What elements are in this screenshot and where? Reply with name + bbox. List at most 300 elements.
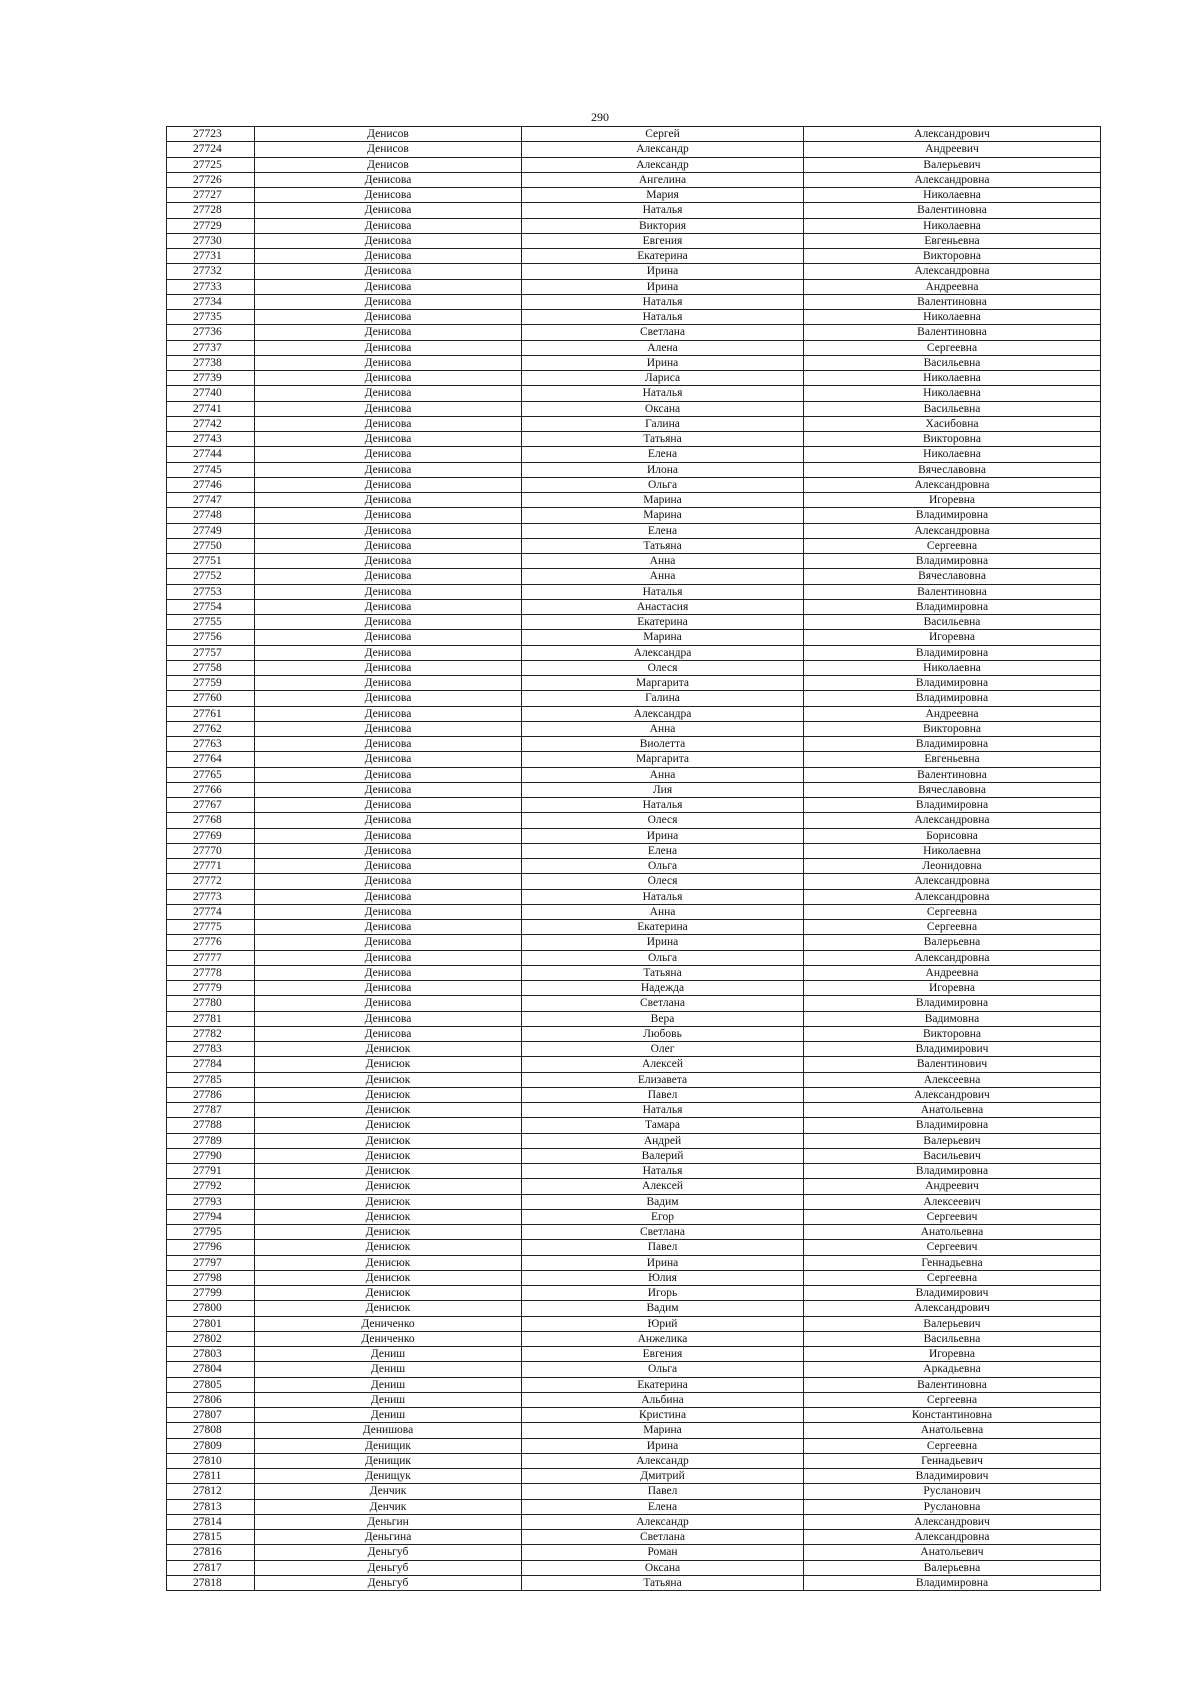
patronymic-cell: Хасибовна bbox=[804, 416, 1101, 431]
record-number-cell: 27805 bbox=[167, 1377, 255, 1392]
patronymic-cell: Сергеевна bbox=[804, 1270, 1101, 1285]
table-row bbox=[167, 1133, 1101, 1148]
surname-cell: Денисова bbox=[255, 889, 522, 904]
record-number-cell: 27783 bbox=[167, 1042, 255, 1057]
surname-cell: Деньгуб bbox=[255, 1575, 522, 1590]
patronymic-cell: Анатольевна bbox=[804, 1423, 1101, 1438]
surname-cell: Дениш bbox=[255, 1408, 522, 1423]
surname-cell: Денисова bbox=[255, 294, 522, 309]
first-name-cell: Ирина bbox=[522, 828, 804, 843]
table-row bbox=[167, 1270, 1101, 1285]
first-name-cell: Ирина bbox=[522, 1438, 804, 1453]
record-number-cell: 27785 bbox=[167, 1072, 255, 1087]
surname-cell: Денисюк bbox=[255, 1057, 522, 1072]
table-row bbox=[167, 249, 1101, 264]
first-name-cell: Александр bbox=[522, 142, 804, 157]
table-row bbox=[167, 157, 1101, 172]
record-number-cell: 27726 bbox=[167, 172, 255, 187]
first-name-cell: Лариса bbox=[522, 371, 804, 386]
table-row bbox=[167, 1164, 1101, 1179]
first-name-cell: Светлана bbox=[522, 1530, 804, 1545]
patronymic-cell: Алексеевич bbox=[804, 1194, 1101, 1209]
first-name-cell: Сергей bbox=[522, 127, 804, 142]
patronymic-cell: Игоревна bbox=[804, 630, 1101, 645]
patronymic-cell: Николаевна bbox=[804, 447, 1101, 462]
surname-cell: Денисова bbox=[255, 843, 522, 858]
surname-cell: Денисова bbox=[255, 249, 522, 264]
record-number-cell: 27744 bbox=[167, 447, 255, 462]
record-number-cell: 27734 bbox=[167, 294, 255, 309]
record-number-cell: 27806 bbox=[167, 1392, 255, 1407]
record-number-cell: 27730 bbox=[167, 233, 255, 248]
patronymic-cell: Сергеевна bbox=[804, 920, 1101, 935]
table-row bbox=[167, 1514, 1101, 1529]
patronymic-cell: Анатольевна bbox=[804, 1225, 1101, 1240]
table-row bbox=[167, 1530, 1101, 1545]
surname-cell: Дениченко bbox=[255, 1316, 522, 1331]
surname-cell: Денисюк bbox=[255, 1072, 522, 1087]
patronymic-cell: Геннадьевич bbox=[804, 1453, 1101, 1468]
record-number-cell: 27782 bbox=[167, 1026, 255, 1041]
patronymic-cell: Вячеславовна bbox=[804, 569, 1101, 584]
record-number-cell: 27723 bbox=[167, 127, 255, 142]
record-number-cell: 27733 bbox=[167, 279, 255, 294]
record-number-cell: 27725 bbox=[167, 157, 255, 172]
record-number-cell: 27808 bbox=[167, 1423, 255, 1438]
record-number-cell: 27793 bbox=[167, 1194, 255, 1209]
record-number-cell: 27794 bbox=[167, 1209, 255, 1224]
record-number-cell: 27788 bbox=[167, 1118, 255, 1133]
patronymic-cell: Александровна bbox=[804, 874, 1101, 889]
surname-cell: Денисова bbox=[255, 660, 522, 675]
record-number-cell: 27747 bbox=[167, 493, 255, 508]
table-row bbox=[167, 188, 1101, 203]
first-name-cell: Марина bbox=[522, 1423, 804, 1438]
first-name-cell: Елена bbox=[522, 1499, 804, 1514]
patronymic-cell: Константиновна bbox=[804, 1408, 1101, 1423]
first-name-cell: Ирина bbox=[522, 1255, 804, 1270]
first-name-cell: Наталья bbox=[522, 889, 804, 904]
surname-cell: Денисюк bbox=[255, 1118, 522, 1133]
record-number-cell: 27758 bbox=[167, 660, 255, 675]
table-row bbox=[167, 813, 1101, 828]
patronymic-cell: Александрович bbox=[804, 1087, 1101, 1102]
surname-cell: Денисова bbox=[255, 920, 522, 935]
first-name-cell: Евгения bbox=[522, 233, 804, 248]
first-name-cell: Наталья bbox=[522, 294, 804, 309]
patronymic-cell: Александрович bbox=[804, 127, 1101, 142]
table-row bbox=[167, 920, 1101, 935]
record-number-cell: 27796 bbox=[167, 1240, 255, 1255]
first-name-cell: Мария bbox=[522, 188, 804, 203]
patronymic-cell: Валентиновна bbox=[804, 1377, 1101, 1392]
table-row bbox=[167, 1392, 1101, 1407]
surname-cell: Денчик bbox=[255, 1484, 522, 1499]
first-name-cell: Ирина bbox=[522, 279, 804, 294]
patronymic-cell: Владимировна bbox=[804, 737, 1101, 752]
record-number-cell: 27728 bbox=[167, 203, 255, 218]
table-row bbox=[167, 965, 1101, 980]
patronymic-cell: Васильевна bbox=[804, 355, 1101, 370]
first-name-cell: Александра bbox=[522, 706, 804, 721]
table-row bbox=[167, 447, 1101, 462]
record-number-cell: 27770 bbox=[167, 843, 255, 858]
first-name-cell: Дмитрий bbox=[522, 1469, 804, 1484]
table-row bbox=[167, 1103, 1101, 1118]
patronymic-cell: Владимировна bbox=[804, 691, 1101, 706]
patronymic-cell: Валентиновна bbox=[804, 203, 1101, 218]
record-number-cell: 27810 bbox=[167, 1453, 255, 1468]
patronymic-cell: Алексеевна bbox=[804, 1072, 1101, 1087]
first-name-cell: Елена bbox=[522, 523, 804, 538]
surname-cell: Денисюк bbox=[255, 1133, 522, 1148]
table-row bbox=[167, 1194, 1101, 1209]
record-number-cell: 27738 bbox=[167, 355, 255, 370]
table-row bbox=[167, 294, 1101, 309]
table-row bbox=[167, 508, 1101, 523]
patronymic-cell: Владимировна bbox=[804, 1575, 1101, 1590]
first-name-cell: Оксана bbox=[522, 401, 804, 416]
record-number-cell: 27773 bbox=[167, 889, 255, 904]
table-row bbox=[167, 950, 1101, 965]
patronymic-cell: Николаевна bbox=[804, 218, 1101, 233]
surname-cell: Денисова bbox=[255, 935, 522, 950]
table-row bbox=[167, 935, 1101, 950]
record-number-cell: 27811 bbox=[167, 1469, 255, 1484]
record-number-cell: 27742 bbox=[167, 416, 255, 431]
table-row bbox=[167, 538, 1101, 553]
table-row bbox=[167, 1469, 1101, 1484]
record-number-cell: 27769 bbox=[167, 828, 255, 843]
table-row bbox=[167, 1545, 1101, 1560]
record-number-cell: 27818 bbox=[167, 1575, 255, 1590]
surname-cell: Дениш bbox=[255, 1362, 522, 1377]
record-number-cell: 27777 bbox=[167, 950, 255, 965]
surname-cell: Денисова bbox=[255, 828, 522, 843]
table-row bbox=[167, 767, 1101, 782]
patronymic-cell: Вячеславовна bbox=[804, 782, 1101, 797]
first-name-cell: Елена bbox=[522, 447, 804, 462]
surname-cell: Денисова bbox=[255, 599, 522, 614]
first-name-cell: Галина bbox=[522, 416, 804, 431]
patronymic-cell: Игоревна bbox=[804, 1347, 1101, 1362]
patronymic-cell: Геннадьевна bbox=[804, 1255, 1101, 1270]
table-row bbox=[167, 1118, 1101, 1133]
record-number-cell: 27735 bbox=[167, 310, 255, 325]
table-row bbox=[167, 1408, 1101, 1423]
surname-cell: Денисюк bbox=[255, 1225, 522, 1240]
surname-cell: Денищик bbox=[255, 1453, 522, 1468]
table-row bbox=[167, 1042, 1101, 1057]
table-row bbox=[167, 752, 1101, 767]
record-number-cell: 27761 bbox=[167, 706, 255, 721]
table-row bbox=[167, 1484, 1101, 1499]
surname-cell: Денисова bbox=[255, 371, 522, 386]
patronymic-cell: Владимировна bbox=[804, 1164, 1101, 1179]
first-name-cell: Ирина bbox=[522, 935, 804, 950]
first-name-cell: Екатерина bbox=[522, 249, 804, 264]
patronymic-cell: Александровна bbox=[804, 523, 1101, 538]
first-name-cell: Екатерина bbox=[522, 920, 804, 935]
first-name-cell: Алексей bbox=[522, 1179, 804, 1194]
surname-cell: Денисова bbox=[255, 493, 522, 508]
patronymic-cell: Владимировна bbox=[804, 645, 1101, 660]
surname-cell: Денисова bbox=[255, 1011, 522, 1026]
surname-cell: Денисова bbox=[255, 264, 522, 279]
patronymic-cell: Владимирович bbox=[804, 1042, 1101, 1057]
surname-cell: Дениш bbox=[255, 1392, 522, 1407]
table-row bbox=[167, 233, 1101, 248]
surname-cell: Денисова bbox=[255, 813, 522, 828]
surname-cell: Денисова bbox=[255, 782, 522, 797]
patronymic-cell: Владимировна bbox=[804, 508, 1101, 523]
first-name-cell: Анна bbox=[522, 904, 804, 919]
record-number-cell: 27737 bbox=[167, 340, 255, 355]
record-number-cell: 27753 bbox=[167, 584, 255, 599]
first-name-cell: Татьяна bbox=[522, 965, 804, 980]
first-name-cell: Елена bbox=[522, 843, 804, 858]
record-number-cell: 27817 bbox=[167, 1560, 255, 1575]
surname-cell: Денисова bbox=[255, 584, 522, 599]
table-row bbox=[167, 371, 1101, 386]
surname-cell: Денисова bbox=[255, 1026, 522, 1041]
surname-cell: Денищик bbox=[255, 1438, 522, 1453]
first-name-cell: Ольга bbox=[522, 950, 804, 965]
surname-cell: Денисюк bbox=[255, 1164, 522, 1179]
first-name-cell: Олеся bbox=[522, 874, 804, 889]
patronymic-cell: Викторовна bbox=[804, 432, 1101, 447]
surname-cell: Денисова bbox=[255, 401, 522, 416]
record-number-cell: 27781 bbox=[167, 1011, 255, 1026]
patronymic-cell: Викторовна bbox=[804, 721, 1101, 736]
table-row bbox=[167, 493, 1101, 508]
record-number-cell: 27774 bbox=[167, 904, 255, 919]
surname-cell: Денисова bbox=[255, 279, 522, 294]
table-row bbox=[167, 386, 1101, 401]
table-row bbox=[167, 462, 1101, 477]
record-number-cell: 27727 bbox=[167, 188, 255, 203]
patronymic-cell: Сергеевна bbox=[804, 904, 1101, 919]
surname-cell: Денисюк bbox=[255, 1240, 522, 1255]
record-number-cell: 27799 bbox=[167, 1286, 255, 1301]
first-name-cell: Юрий bbox=[522, 1316, 804, 1331]
patronymic-cell: Николаевна bbox=[804, 386, 1101, 401]
patronymic-cell: Александровна bbox=[804, 950, 1101, 965]
surname-cell: Денисова bbox=[255, 416, 522, 431]
surname-cell: Денисова bbox=[255, 218, 522, 233]
first-name-cell: Анна bbox=[522, 721, 804, 736]
patronymic-cell: Васильевна bbox=[804, 401, 1101, 416]
record-number-cell: 27807 bbox=[167, 1408, 255, 1423]
first-name-cell: Ольга bbox=[522, 859, 804, 874]
first-name-cell: Кристина bbox=[522, 1408, 804, 1423]
patronymic-cell: Анатольевич bbox=[804, 1545, 1101, 1560]
first-name-cell: Оксана bbox=[522, 1560, 804, 1575]
surname-cell: Денисова bbox=[255, 523, 522, 538]
record-number-cell: 27789 bbox=[167, 1133, 255, 1148]
table-row bbox=[167, 904, 1101, 919]
table-row bbox=[167, 172, 1101, 187]
record-number-cell: 27797 bbox=[167, 1255, 255, 1270]
table-row bbox=[167, 1423, 1101, 1438]
first-name-cell: Юлия bbox=[522, 1270, 804, 1285]
surname-cell: Денисова bbox=[255, 447, 522, 462]
surname-cell: Денишова bbox=[255, 1423, 522, 1438]
first-name-cell: Светлана bbox=[522, 1225, 804, 1240]
first-name-cell: Анна bbox=[522, 554, 804, 569]
surname-cell: Денисюк bbox=[255, 1103, 522, 1118]
record-number-cell: 27743 bbox=[167, 432, 255, 447]
first-name-cell: Анжелика bbox=[522, 1331, 804, 1346]
surname-cell: Денисюк bbox=[255, 1301, 522, 1316]
table-row bbox=[167, 142, 1101, 157]
first-name-cell: Елизавета bbox=[522, 1072, 804, 1087]
record-number-cell: 27790 bbox=[167, 1148, 255, 1163]
record-number-cell: 27771 bbox=[167, 859, 255, 874]
first-name-cell: Ирина bbox=[522, 355, 804, 370]
record-number-cell: 27762 bbox=[167, 721, 255, 736]
registry-table bbox=[166, 126, 1101, 1591]
patronymic-cell: Валентинович bbox=[804, 1057, 1101, 1072]
surname-cell: Денисов bbox=[255, 157, 522, 172]
record-number-cell: 27756 bbox=[167, 630, 255, 645]
first-name-cell: Ангелина bbox=[522, 172, 804, 187]
patronymic-cell: Вадимовна bbox=[804, 1011, 1101, 1026]
table-row bbox=[167, 584, 1101, 599]
patronymic-cell: Николаевна bbox=[804, 660, 1101, 675]
first-name-cell: Анастасия bbox=[522, 599, 804, 614]
table-row bbox=[167, 1011, 1101, 1026]
table-row bbox=[167, 1347, 1101, 1362]
patronymic-cell: Андреевна bbox=[804, 706, 1101, 721]
first-name-cell: Виолетта bbox=[522, 737, 804, 752]
record-number-cell: 27814 bbox=[167, 1514, 255, 1529]
surname-cell: Денисова bbox=[255, 645, 522, 660]
surname-cell: Деньгуб bbox=[255, 1545, 522, 1560]
record-number-cell: 27772 bbox=[167, 874, 255, 889]
table-row bbox=[167, 1148, 1101, 1163]
record-number-cell: 27740 bbox=[167, 386, 255, 401]
surname-cell: Денисова bbox=[255, 310, 522, 325]
surname-cell: Дениш bbox=[255, 1347, 522, 1362]
record-number-cell: 27731 bbox=[167, 249, 255, 264]
first-name-cell: Павел bbox=[522, 1240, 804, 1255]
patronymic-cell: Валерьевна bbox=[804, 1560, 1101, 1575]
first-name-cell: Олег bbox=[522, 1042, 804, 1057]
table-row bbox=[167, 615, 1101, 630]
patronymic-cell: Валентиновна bbox=[804, 767, 1101, 782]
record-number-cell: 27749 bbox=[167, 523, 255, 538]
patronymic-cell: Сергеевич bbox=[804, 1209, 1101, 1224]
record-number-cell: 27779 bbox=[167, 981, 255, 996]
table-row bbox=[167, 401, 1101, 416]
surname-cell: Денисюк bbox=[255, 1042, 522, 1057]
table-row bbox=[167, 1179, 1101, 1194]
table-row bbox=[167, 1209, 1101, 1224]
surname-cell: Денисова bbox=[255, 737, 522, 752]
first-name-cell: Игорь bbox=[522, 1286, 804, 1301]
surname-cell: Денисюк bbox=[255, 1194, 522, 1209]
patronymic-cell: Владимирович bbox=[804, 1286, 1101, 1301]
first-name-cell: Илона bbox=[522, 462, 804, 477]
surname-cell: Денисова bbox=[255, 767, 522, 782]
first-name-cell: Татьяна bbox=[522, 1575, 804, 1590]
table-row bbox=[167, 1026, 1101, 1041]
table-row bbox=[167, 1499, 1101, 1514]
patronymic-cell: Александровна bbox=[804, 264, 1101, 279]
table-row bbox=[167, 630, 1101, 645]
surname-cell: Денисова bbox=[255, 203, 522, 218]
first-name-cell: Марина bbox=[522, 630, 804, 645]
patronymic-cell: Валерьевич bbox=[804, 157, 1101, 172]
surname-cell: Денисова bbox=[255, 538, 522, 553]
first-name-cell: Александра bbox=[522, 645, 804, 660]
first-name-cell: Ирина bbox=[522, 264, 804, 279]
first-name-cell: Наталья bbox=[522, 203, 804, 218]
surname-cell: Денисюк bbox=[255, 1087, 522, 1102]
record-number-cell: 27786 bbox=[167, 1087, 255, 1102]
surname-cell: Денисова bbox=[255, 569, 522, 584]
patronymic-cell: Андреевна bbox=[804, 965, 1101, 980]
table-row bbox=[167, 721, 1101, 736]
first-name-cell: Екатерина bbox=[522, 615, 804, 630]
record-number-cell: 27801 bbox=[167, 1316, 255, 1331]
patronymic-cell: Александровна bbox=[804, 889, 1101, 904]
first-name-cell: Вадим bbox=[522, 1194, 804, 1209]
patronymic-cell: Валерьевич bbox=[804, 1133, 1101, 1148]
record-number-cell: 27815 bbox=[167, 1530, 255, 1545]
table-row bbox=[167, 1331, 1101, 1346]
surname-cell: Денисова bbox=[255, 798, 522, 813]
surname-cell: Денисова bbox=[255, 172, 522, 187]
table-row bbox=[167, 645, 1101, 660]
table-row bbox=[167, 889, 1101, 904]
table-row bbox=[167, 416, 1101, 431]
surname-cell: Денисюк bbox=[255, 1179, 522, 1194]
first-name-cell: Марина bbox=[522, 508, 804, 523]
patronymic-cell: Александрович bbox=[804, 1301, 1101, 1316]
patronymic-cell: Игоревна bbox=[804, 493, 1101, 508]
record-number-cell: 27748 bbox=[167, 508, 255, 523]
patronymic-cell: Александровна bbox=[804, 813, 1101, 828]
first-name-cell: Наталья bbox=[522, 798, 804, 813]
table-row bbox=[167, 477, 1101, 492]
first-name-cell: Александр bbox=[522, 1453, 804, 1468]
first-name-cell: Анна bbox=[522, 569, 804, 584]
surname-cell: Денисова bbox=[255, 676, 522, 691]
table-row bbox=[167, 203, 1101, 218]
first-name-cell: Наталья bbox=[522, 1164, 804, 1179]
patronymic-cell: Валерьевич bbox=[804, 1316, 1101, 1331]
table-row bbox=[167, 599, 1101, 614]
first-name-cell: Ольга bbox=[522, 477, 804, 492]
patronymic-cell: Валентиновна bbox=[804, 584, 1101, 599]
patronymic-cell: Валерьевна bbox=[804, 935, 1101, 950]
record-number-cell: 27776 bbox=[167, 935, 255, 950]
record-number-cell: 27803 bbox=[167, 1347, 255, 1362]
first-name-cell: Андрей bbox=[522, 1133, 804, 1148]
first-name-cell: Алексей bbox=[522, 1057, 804, 1072]
patronymic-cell: Васильевна bbox=[804, 615, 1101, 630]
surname-cell: Денисюк bbox=[255, 1255, 522, 1270]
table-row bbox=[167, 1240, 1101, 1255]
patronymic-cell: Владимировна bbox=[804, 798, 1101, 813]
first-name-cell: Марина bbox=[522, 493, 804, 508]
first-name-cell: Наталья bbox=[522, 584, 804, 599]
record-number-cell: 27754 bbox=[167, 599, 255, 614]
table-row bbox=[167, 523, 1101, 538]
surname-cell: Дениш bbox=[255, 1377, 522, 1392]
